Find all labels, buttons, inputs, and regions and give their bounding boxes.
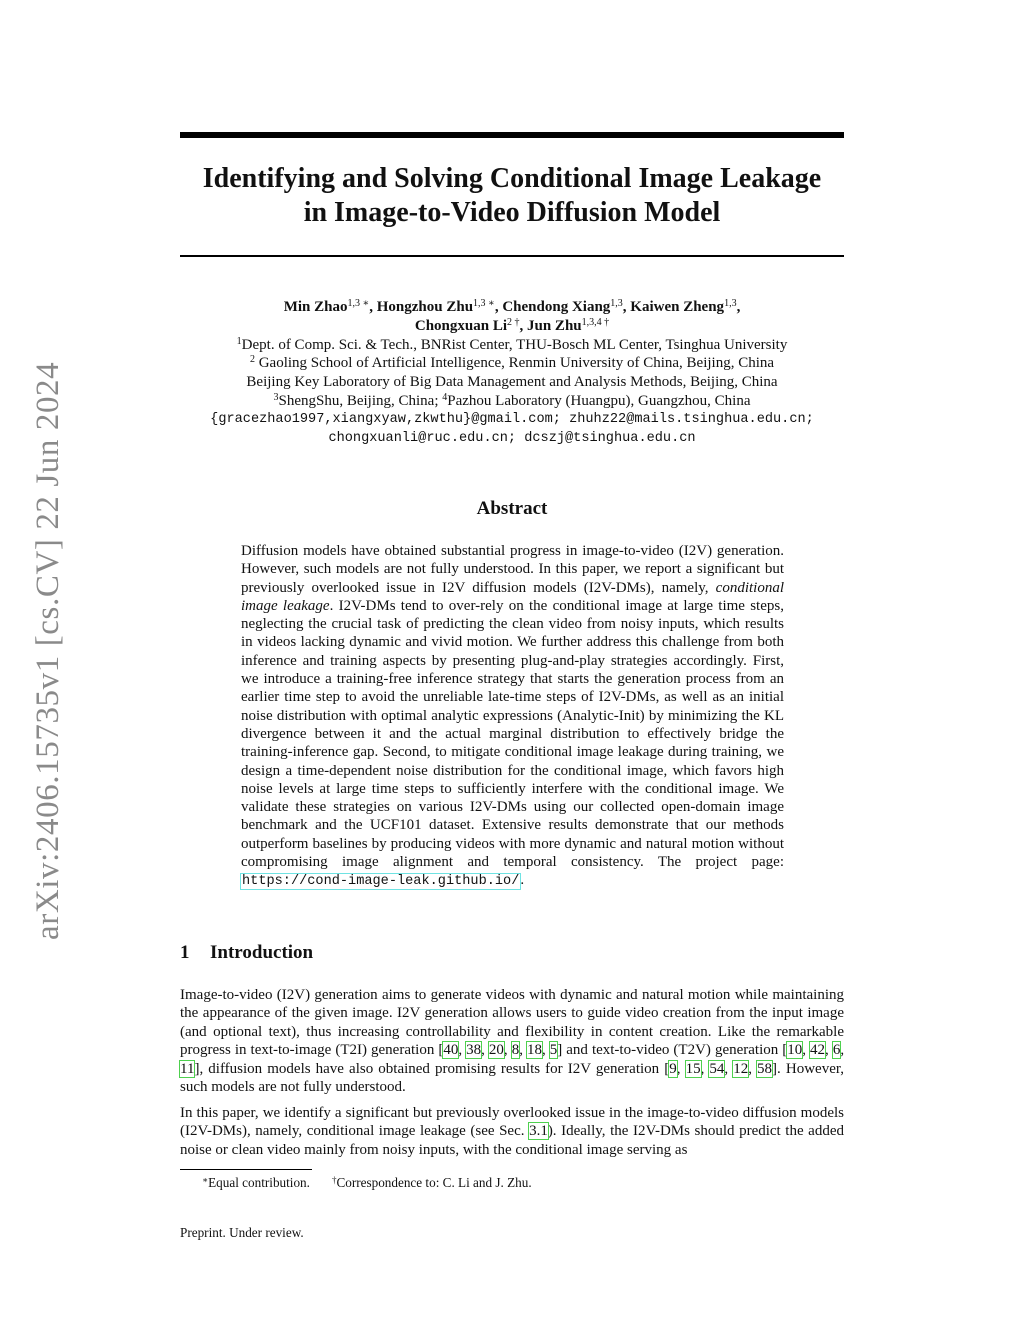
author-name: Kaiwen Zheng <box>630 299 725 315</box>
intro-paragraph-1: Image-to-video (I2V) generation aims to generate videos with dynamic and natural motion while maintaining the appearance of the given image. I2V generation allows users to guide video creation from the input image (and optional text), thus increasing controllability and flexibility in content creation. Like the remarkable progress in text-to-image (T2I) generation [40, 38, 20, 8, 18, 5] and text-to-video (T2V) generation [10, 42, 6, 11], diffusion models have also obtained promising results for I2V generation [9, 15, 54, 12, 58]. However, such models are not fully understood. <box>180 987 845 1096</box>
citation-link[interactable]: 6 <box>832 1042 841 1059</box>
abstract-emphasis: conditional image leakage <box>241 579 784 614</box>
citation-link[interactable]: 9 <box>669 1060 677 1077</box>
author-sup: 1,3,4 † <box>581 316 610 328</box>
emails-line-2[interactable]: chongxuanli@ruc.edu.cn; dcszj@tsinghua.edu.cn <box>328 430 696 446</box>
citation-group-t2v: 10, 42, 6, 11 <box>180 1042 845 1077</box>
author-sup: 1,3 <box>610 298 623 309</box>
author-name: Jun Zhu <box>527 317 582 334</box>
author-name: Min Zhao <box>283 299 348 315</box>
citation-link[interactable]: 15 <box>685 1060 701 1077</box>
citation-link[interactable]: 54 <box>709 1060 725 1077</box>
author-sup: 2 † <box>507 316 520 328</box>
citation-link[interactable]: 40 <box>443 1042 459 1059</box>
author-sup: 1,3 <box>724 298 737 309</box>
author-name: Hongzhou Zhu <box>376 299 474 315</box>
citation-link[interactable]: 20 <box>488 1042 504 1059</box>
title-bottom-rule <box>180 255 844 257</box>
author-sup: 1,3 ∗ <box>473 298 495 309</box>
citation-link[interactable]: 12 <box>733 1060 749 1077</box>
citation-link[interactable]: 38 <box>466 1042 482 1059</box>
title-top-rule <box>180 132 844 138</box>
preprint-notice: Preprint. Under review. <box>180 1225 304 1240</box>
author-block <box>180 298 844 448</box>
citation-link[interactable]: 5 <box>549 1042 558 1059</box>
affiliation-1: $^1$Dept. of Comp. Sci. & Tech., BNRist Center, THU-Bosch ML Center, Tsinghua University <box>236 335 788 353</box>
citation-link[interactable]: 42 <box>810 1042 826 1059</box>
title-line-1: Identifying and Solving Conditional Image Leakage <box>202 163 822 194</box>
section-heading-introduction <box>180 942 313 964</box>
section-reference-link[interactable]: 3.1 <box>529 1123 548 1140</box>
author-sup: 1,3 ∗ <box>347 298 370 309</box>
title-line-2: in Image-to-Video Diffusion Model <box>303 197 721 228</box>
citation-link[interactable]: 8 <box>511 1042 520 1059</box>
citation-link[interactable]: 11 <box>180 1060 195 1077</box>
section-number: 1 <box>180 942 190 963</box>
footnote: ∗Equal contribution. †Correspondence to: C. Li and J. Zhu. <box>202 1175 532 1190</box>
intro-paragraph-2: In this paper, we identify a significant but previously overlooked issue in the image-to-video diffusion models (I2V-DMs), namely, conditional image leakage (see Sec. 3.1). Ideally, the I2V-DMs should predict the added noise or clean video mainly from noisy inputs, with the conditional image serving as <box>180 1105 844 1158</box>
author-name: Chendong Xiang <box>502 299 611 315</box>
citation-group-i2v: 9, 15, 54, 12, 58 <box>669 1060 773 1077</box>
citation-link[interactable]: 18 <box>526 1042 542 1059</box>
authors-line-1: Min Zhao$^{1,3 ∗}$, Hongzhou Zhu$^{1,3 ∗}$, Chendong Xiang$^{1,3}$, Kaiwen Zheng$^{1,3}$, <box>283 298 741 315</box>
abstract-heading: Abstract <box>476 498 548 519</box>
abstract-text: Diffusion models have obtained substantial progress in image-to-video (I2V) generation. However, such models are not fully understood. In this paper, we report a significant but previously overlooked issue in I2V diffusion models (I2V-DMs), namely, conditional image leakage. I2V-DMs tend to over-rely on the conditional image at large time steps, neglecting the crucial task of predicting the clean video from noisy inputs, which results in videos lacking dynamic and vivid motion. We further address this challenge from both inference and training aspects by presenting plug-and-play strategies accordingly. First, we introduce a training-free inference strategy that starts the generation process from an earlier time step to avoid the unreliable late-time steps of I2V-DMs, as well as an initial noise distribution with optimal analytic expressions (Analytic-Init) by minimizing the KL divergence between it and the actual marginal distribution to effectively bridge the training-inference gap. Second, to mitigate conditional image leakage during training, we design a time-dependent noise distribution for the conditional image, which favors high noise levels at large time steps to sufficiently interfere with the conditional image. We validate these strategies on various I2V-DMs using our collected open-domain image benchmark and the UCF101 dataset. Extensive results demonstrate that our methods outperform baselines by producing videos with more dynamic and natural motion without compromising image alignment and temporal consistency. The project page: https://cond-image-leak.github.io/. <box>241 543 784 890</box>
author-name: Chongxuan Li <box>414 317 507 334</box>
affiliation-2b: Beijing Key Laboratory of Big Data Management and Analysis Methods, Beijing, China <box>246 374 778 391</box>
affiliation-3-4: $^3$ShengShu, Beijing, China; $^4$Pazhou Laboratory (Huangpu), Guangzhou, China <box>273 391 751 409</box>
project-page-link[interactable]: https://cond-image-leak.github.io/ <box>242 874 520 890</box>
section-title: Introduction <box>210 942 314 963</box>
citation-link[interactable]: 10 <box>787 1042 803 1059</box>
arxiv-stamp: arXiv:2406.15735v1 [cs.CV] 22 Jun 2024 <box>30 361 66 940</box>
affiliation-2: $^2$ Gaoling School of Artificial Intelligence, Renmin University of China, Beijing, China <box>249 354 775 372</box>
paper-title <box>180 162 844 230</box>
emails-line-1[interactable]: {gracezhao1997,xiangxyaw,zkwthu}@gmail.com; zhuhz22@mails.tsinghua.edu.cn; <box>210 411 814 427</box>
footnote-rule <box>180 1169 312 1170</box>
authors-line-2: Chongxuan $Li^{2 \dagger}$, Jun Zhu$^{1,3,4 \dagger}$ <box>414 316 610 334</box>
citation-link[interactable]: 58 <box>757 1060 773 1077</box>
citation-group-t2i: 40, 38, 20, 8, 18, 5 <box>443 1042 558 1059</box>
